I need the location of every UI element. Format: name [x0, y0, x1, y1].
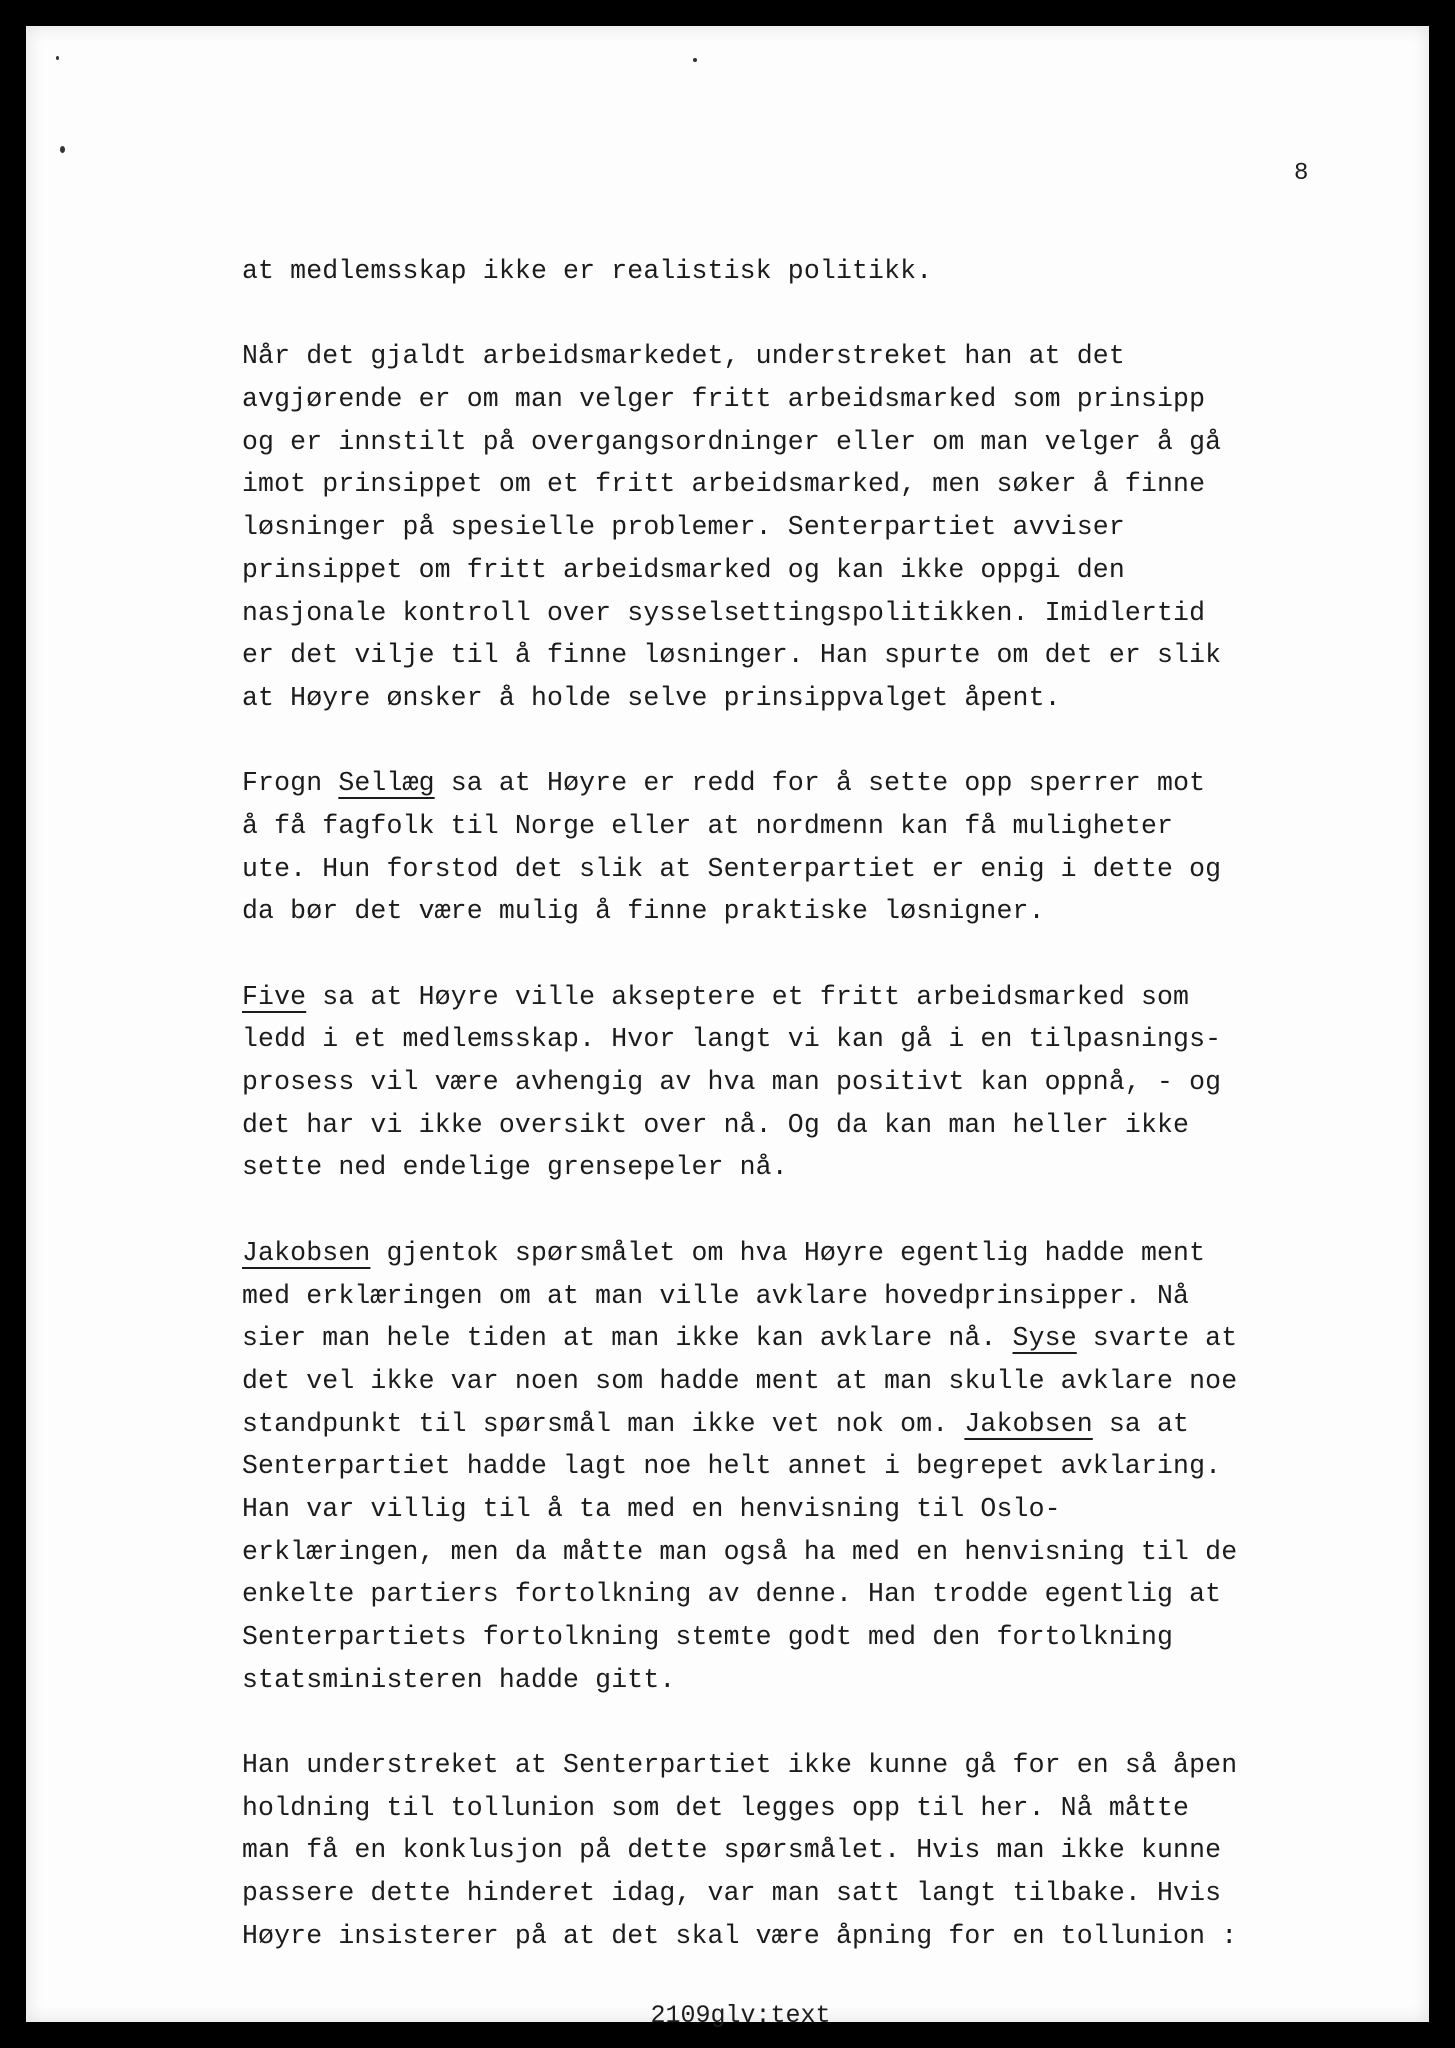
text-run: enkelte partiers fortolkning av denne. Han trodde egentlig at — [242, 1579, 1222, 1610]
scan-speck — [56, 56, 59, 60]
text-run: ute. Hun forstod det slik at Senterpartiet er enig i dette og — [242, 853, 1222, 884]
text-run: at Høyre ønsker å holde selve prinsippvalget åpent. — [242, 682, 1061, 713]
text-run: ledd i et medlemsskap. Hvor langt vi kan gå i en tilpasnings- — [242, 1024, 1222, 1055]
text-line — [242, 1573, 1322, 1616]
text-run: sier man hele tiden at man ikke kan avklare nå. — [242, 1323, 1013, 1354]
text-run: da bør det være mulig å finne praktiske løsnigner. — [242, 896, 1045, 927]
text-line — [242, 1403, 1322, 1446]
paragraph-gap — [242, 1701, 1322, 1744]
text-run: avgjørende er om man velger fritt arbeidsmarked som prinsipp — [242, 384, 1206, 415]
text-run: sa at Høyre ville akseptere et fritt arbeidsmarked som — [306, 981, 1190, 1012]
text-line — [242, 677, 1322, 720]
text-line — [242, 1744, 1322, 1787]
paragraph-gap — [242, 1189, 1322, 1232]
text-run: løsninger på spesielle problemer. Senterpartiet avviser — [242, 512, 1125, 543]
scan-speck — [60, 146, 65, 153]
text-run: og er innstilt på overgangsordninger eller om man velger å gå — [242, 426, 1222, 457]
text-run: erklæringen, men da måtte man også ha med en henvisning til de — [242, 1536, 1238, 1567]
document-page — [26, 26, 1429, 2030]
text-line — [242, 463, 1322, 506]
body-text — [242, 250, 1322, 1958]
text-run: standpunkt til spørsmål man ikke vet nok om. — [242, 1408, 965, 1439]
text-line — [242, 335, 1322, 378]
text-line — [242, 762, 1322, 805]
text-line — [242, 634, 1322, 677]
paragraph — [242, 1232, 1322, 1702]
text-line — [242, 1531, 1322, 1574]
paragraph-gap — [242, 293, 1322, 336]
text-line — [242, 1275, 1322, 1318]
text-line — [242, 1829, 1322, 1872]
speaker-name: Jakobsen — [964, 1408, 1093, 1439]
paragraph — [242, 335, 1322, 719]
text-run: Senterpartiets fortolkning stemte godt med den fortolkning — [242, 1622, 1174, 1652]
text-run: imot prinsippet om et fritt arbeidsmarked, men søker å finne — [242, 469, 1206, 500]
text-run: sa at Høyre er redd for å sette opp sperrer mot — [434, 768, 1206, 799]
text-line — [242, 378, 1322, 421]
paragraph — [242, 762, 1322, 933]
speaker-name: Jakobsen — [242, 1237, 371, 1268]
text-line — [242, 1232, 1322, 1275]
text-line — [242, 549, 1322, 592]
speaker-name: Five — [242, 981, 307, 1012]
text-line — [242, 976, 1322, 1019]
text-run: å få fagfolk til Norge eller at nordmenn kan få muligheter — [242, 810, 1174, 841]
paragraph — [242, 976, 1322, 1189]
text-run: det vel ikke var noen som hadde ment at man skulle avklare noe — [242, 1365, 1238, 1396]
text-run: gjentok spørsmålet om hva Høyre egentlig hadde ment — [370, 1237, 1206, 1268]
text-run: Senterpartiet hadde lagt noe helt annet i begrepet avklaring. — [242, 1451, 1222, 1482]
text-line — [242, 592, 1322, 635]
text-run: prinsippet om fritt arbeidsmarked og kan ikke oppgi den — [242, 554, 1125, 585]
footer-code: 2109glv:text — [650, 2001, 831, 2030]
text-line — [242, 1616, 1322, 1659]
text-line — [242, 805, 1322, 848]
text-run: Frogn — [242, 768, 339, 799]
speaker-name: Syse — [1012, 1323, 1077, 1354]
text-run: nasjonale kontroll over sysselsettingspolitikken. Imidlertid — [242, 597, 1206, 628]
paragraph — [242, 1744, 1322, 1957]
text-line — [242, 421, 1322, 464]
text-line — [242, 1061, 1322, 1104]
text-run: Han understreket at Senterpartiet ikke kunne gå for en så åpen — [242, 1750, 1238, 1781]
text-run: prosess vil være avhengig av hva man positivt kan oppnå, - og — [242, 1067, 1222, 1098]
paragraph-gap — [242, 933, 1322, 976]
scan-speck — [693, 58, 697, 62]
text-line — [242, 890, 1322, 933]
text-run: holdning til tollunion som det legges opp til her. Nå måtte — [242, 1792, 1190, 1823]
text-run: svarte at — [1076, 1323, 1238, 1354]
text-line — [242, 250, 1322, 293]
text-line — [242, 848, 1322, 891]
text-line — [242, 1317, 1322, 1360]
text-run: man få en konklusjon på dette spørsmålet. Hvis man ikke kunne — [242, 1835, 1222, 1866]
paragraph — [242, 250, 1322, 293]
paragraph-gap — [242, 720, 1322, 763]
text-run: passere dette hinderet idag, var man satt langt tilbake. Hvis — [242, 1878, 1222, 1909]
footer — [26, 2001, 1429, 2030]
text-line — [242, 1104, 1322, 1147]
text-run: Når det gjaldt arbeidsmarkedet, understreket han at det — [242, 341, 1125, 372]
text-run: er det vilje til å finne løsninger. Han spurte om det er slik — [242, 640, 1222, 671]
text-run: statsministeren hadde gitt. — [242, 1664, 676, 1695]
text-line — [242, 1872, 1322, 1915]
text-line — [242, 1146, 1322, 1189]
page-number: 8 — [1294, 160, 1309, 187]
text-line — [242, 1915, 1322, 1958]
text-line — [242, 1018, 1322, 1061]
text-line — [242, 1488, 1322, 1531]
text-run: sette ned endelige grensepeler nå. — [242, 1152, 788, 1183]
text-run: det har vi ikke oversikt over nå. Og da kan man heller ikke — [242, 1109, 1190, 1140]
text-run: med erklæringen om at man ville avklare hovedprinsipper. Nå — [242, 1280, 1190, 1311]
speaker-name: Sellæg — [338, 768, 435, 799]
text-line — [242, 1787, 1322, 1830]
text-line — [242, 1659, 1322, 1702]
text-run: Han var villig til å ta med en henvisning til Oslo- — [242, 1493, 1061, 1524]
text-line — [242, 1360, 1322, 1403]
text-run: sa at — [1092, 1408, 1190, 1439]
text-line — [242, 1445, 1322, 1488]
text-run: Høyre insisterer på at det skal være åpning for en tollunion : — [242, 1920, 1238, 1951]
text-line — [242, 506, 1322, 549]
text-run: at medlemsskap ikke er realistisk politikk. — [242, 256, 933, 286]
